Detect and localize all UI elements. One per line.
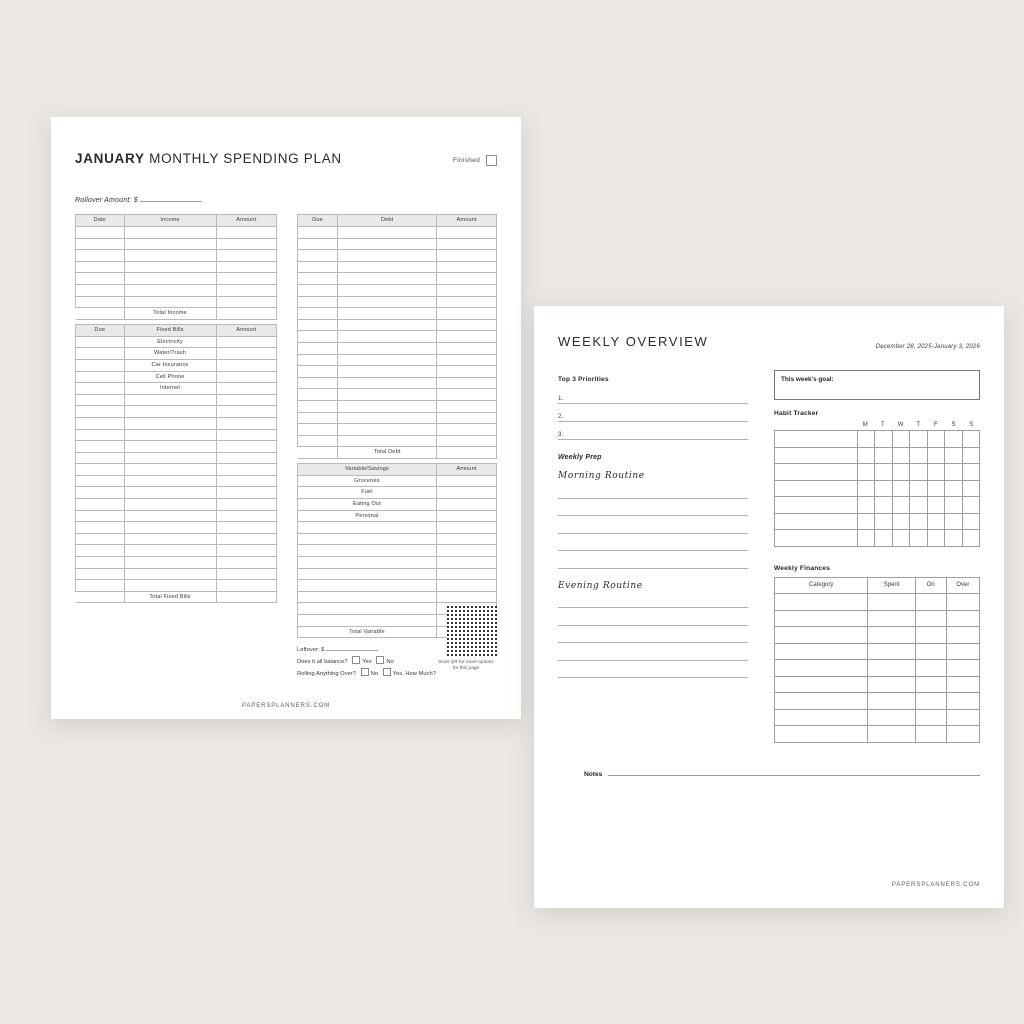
table-row: [76, 406, 277, 418]
table-row: [76, 383, 277, 395]
habit-tracker-heading: Habit Tracker: [774, 410, 819, 417]
finished-row: [453, 155, 497, 166]
debt-total-label: Total Debt: [338, 447, 437, 459]
table-row: [775, 610, 980, 627]
table-row: [76, 348, 277, 360]
table-row: [298, 580, 497, 592]
table-row: [76, 336, 277, 348]
finances-header-spent: Spent: [868, 577, 915, 594]
fixed-bill-cell-phone: Cell Phone: [124, 371, 216, 383]
table-row: [76, 533, 277, 545]
table-row: [298, 435, 497, 447]
debt-total-row: [298, 447, 497, 459]
fixed-header-bills: Fixed Bills: [124, 324, 216, 336]
fixed-header-amount: Amount: [216, 324, 276, 336]
fixed-bill-electricity: Electricity: [124, 336, 216, 348]
table-row: [76, 359, 277, 371]
rollover-amount-field[interactable]: [75, 194, 202, 204]
balance-question-label: Does it all balance?: [297, 659, 348, 666]
table-row: [298, 499, 497, 511]
table-row: [775, 464, 980, 481]
variable-personal: Personal: [298, 510, 437, 522]
table-row: [298, 568, 497, 580]
table-row: [775, 693, 980, 710]
fixed-bill-internet: Internet: [124, 383, 216, 395]
priority-1-number: 1.: [558, 395, 564, 402]
table-row: [775, 660, 980, 677]
weekly-goal-label: This week's goal:: [781, 376, 834, 383]
left-column: [75, 214, 277, 603]
table-row: [298, 487, 497, 499]
table-row: [775, 594, 980, 611]
notes-section: [558, 771, 980, 778]
income-header-date: Date: [76, 215, 125, 227]
weekly-right-column: [774, 370, 980, 743]
table-row: [76, 510, 277, 522]
variable-header-row: [298, 463, 497, 475]
table-row: [76, 238, 277, 250]
table-row: [298, 533, 497, 545]
variable-header-amount: Amount: [436, 463, 496, 475]
evening-line[interactable]: [558, 643, 748, 661]
qr-caption: Scan QR for more options for this page: [438, 660, 494, 672]
table-row: [76, 475, 277, 487]
evening-routine-heading: Evening Routine: [558, 580, 643, 591]
priority-3-number: 3.: [558, 431, 564, 438]
rollover-question-label: Rolling Anything Over?: [297, 671, 356, 678]
rollover-yes-checkbox[interactable]: [383, 668, 391, 676]
habit-day-w: W: [897, 422, 904, 428]
evening-line[interactable]: [558, 661, 748, 679]
fixed-bills-total-label: Total Fixed Bills: [124, 591, 216, 603]
table-row: [76, 394, 277, 406]
balance-yes-checkbox[interactable]: [352, 656, 360, 664]
monthly-content: [75, 151, 497, 709]
leftover-label: Leftover: $: [297, 647, 325, 654]
finances-header-category: Category: [775, 577, 868, 594]
fixed-bills-total-row: [76, 591, 277, 603]
variable-eating-out: Eating Out: [298, 499, 437, 511]
priority-row-2[interactable]: [558, 406, 748, 422]
evening-line[interactable]: [558, 591, 748, 609]
table-row: [76, 284, 277, 296]
table-row: [298, 377, 497, 389]
debt-header-debt: Debt: [338, 215, 437, 227]
income-total-label: Total Income: [124, 308, 216, 320]
income-total-row: [76, 308, 277, 320]
table-row: [298, 342, 497, 354]
table-row: [76, 580, 277, 592]
table-row: [298, 424, 497, 436]
table-row: [76, 499, 277, 511]
table-row: [298, 354, 497, 366]
table-row: [298, 273, 497, 285]
table-row: [298, 319, 497, 331]
table-row: [775, 643, 980, 660]
table-row: [298, 545, 497, 557]
priorities-heading: Top 3 Priorities: [558, 376, 609, 383]
morning-routine-heading: Morning Routine: [558, 471, 645, 481]
title-rest: MONTHLY SPENDING PLAN: [149, 151, 342, 166]
table-row: [298, 366, 497, 378]
table-row: [775, 513, 980, 530]
table-row: [775, 709, 980, 726]
weekly-finances-heading: Weekly Finances: [774, 564, 831, 572]
table-row: [298, 510, 497, 522]
table-row: [775, 431, 980, 448]
morning-line[interactable]: [558, 534, 748, 552]
habit-tracker-table[interactable]: [774, 430, 980, 547]
finished-checkbox[interactable]: [486, 155, 497, 166]
table-row: [298, 412, 497, 424]
table-row: [775, 480, 980, 497]
habit-day-headers: [774, 422, 980, 428]
finances-header-on: On: [915, 577, 946, 594]
fixed-bill-car-insurance: Car Insurance: [124, 359, 216, 371]
table-row: [298, 400, 497, 412]
habit-day-spacer: [774, 422, 856, 428]
weekly-content: [558, 334, 980, 888]
rollover-yes-label: Yes, How Much?: [392, 671, 436, 678]
notes-label: Notes: [584, 771, 603, 778]
table-row: [76, 273, 277, 285]
table-row: [298, 591, 497, 603]
table-row: [76, 522, 277, 534]
table-row: [76, 568, 277, 580]
table-row: [298, 522, 497, 534]
table-row: [76, 296, 277, 308]
table-row: [76, 250, 277, 262]
income-header-amount: Amount: [216, 215, 276, 227]
table-row: [76, 429, 277, 441]
table-row: [76, 557, 277, 569]
habit-day-t1: T: [881, 422, 885, 428]
table-row: [775, 627, 980, 644]
table-row: [298, 250, 497, 262]
leftover-input-line[interactable]: [326, 643, 378, 651]
table-row: [298, 261, 497, 273]
habit-day-f: F: [934, 422, 938, 428]
rollover-no-label: No: [370, 671, 379, 678]
income-header-income: Income: [124, 215, 216, 227]
debt-header-due: Due: [298, 215, 338, 227]
habit-day-s1: S: [951, 422, 956, 428]
income-header-row: [76, 215, 277, 227]
morning-line[interactable]: [558, 481, 748, 499]
fixed-header-due: Due: [76, 324, 125, 336]
finances-header-row: [775, 577, 980, 594]
weekly-finances-table[interactable]: [774, 577, 980, 743]
morning-line[interactable]: [558, 551, 748, 569]
table-row: [775, 530, 980, 547]
morning-line[interactable]: [558, 516, 748, 534]
title-month: JANUARY: [75, 151, 145, 166]
income-table[interactable]: [75, 214, 277, 320]
weekly-goal-box[interactable]: [774, 370, 980, 400]
table-row: [76, 441, 277, 453]
priority-2-number: 2.: [558, 413, 564, 420]
habit-day-s2: S: [969, 422, 974, 428]
balance-no-label: No: [386, 659, 394, 666]
variable-total-label: Total Variable: [298, 626, 437, 638]
finished-label: Finished: [453, 157, 480, 164]
table-row: [298, 557, 497, 569]
weekly-overview-page: [534, 306, 1004, 908]
debt-header-amount: Amount: [437, 215, 497, 227]
table-row: [298, 284, 497, 296]
debt-table[interactable]: [297, 214, 497, 459]
table-row: [298, 389, 497, 401]
notes-rule: [608, 774, 980, 776]
table-row: [76, 371, 277, 383]
priority-row-3[interactable]: [558, 424, 748, 440]
table-row: [298, 475, 497, 487]
balance-yes-label: Yes: [362, 659, 372, 666]
debt-header-row: [298, 215, 497, 227]
balance-no-checkbox[interactable]: [376, 656, 384, 664]
weekly-page-title: WEEKLY OVERVIEW: [558, 334, 709, 349]
fixed-bills-header-row: [76, 324, 277, 336]
evening-line[interactable]: [558, 608, 748, 626]
fixed-bills-table[interactable]: [75, 324, 277, 604]
table-row: [76, 417, 277, 429]
weekly-prep-heading: Weekly Prep: [558, 454, 602, 461]
right-column: [297, 214, 497, 680]
variable-fuel: Fuel: [298, 487, 437, 499]
table-row: [76, 545, 277, 557]
habit-day-m: M: [862, 422, 868, 428]
evening-line[interactable]: [558, 626, 748, 644]
finances-header-over: Over: [946, 577, 979, 594]
table-row: [76, 261, 277, 273]
table-row: [76, 227, 277, 239]
table-row: [775, 676, 980, 693]
priority-row-1[interactable]: [558, 388, 748, 404]
page-title: [75, 151, 497, 166]
week-date-range: December 28, 2025-January 3, 2026: [875, 344, 980, 350]
table-row: [298, 331, 497, 343]
rollover-no-checkbox[interactable]: [361, 668, 369, 676]
table-row: [298, 227, 497, 239]
variable-header-category: Variable/Savings: [298, 463, 437, 475]
qr-code[interactable]: [447, 606, 497, 656]
weekly-left-column: [558, 376, 748, 678]
rollover-label: Rollover Amount: $: [75, 197, 138, 204]
table-row: [298, 238, 497, 250]
morning-line[interactable]: [558, 499, 748, 517]
table-row: [76, 452, 277, 464]
fixed-bill-water-trash: Water/Trash: [124, 348, 216, 360]
table-row: [775, 497, 980, 514]
table-row: [298, 308, 497, 320]
rollover-input-line[interactable]: [140, 194, 202, 202]
weekly-footer: PAPERSPLANNERS.COM: [891, 882, 980, 888]
habit-day-t2: T: [916, 422, 921, 428]
table-row: [76, 464, 277, 476]
table-row: [76, 487, 277, 499]
variable-groceries: Groceries: [298, 475, 437, 487]
monthly-footer: PAPERSPLANNERS.COM: [241, 703, 331, 709]
table-row: [298, 296, 497, 308]
table-row: [775, 726, 980, 743]
table-row: [775, 447, 980, 464]
monthly-spending-plan-page: [51, 117, 521, 719]
